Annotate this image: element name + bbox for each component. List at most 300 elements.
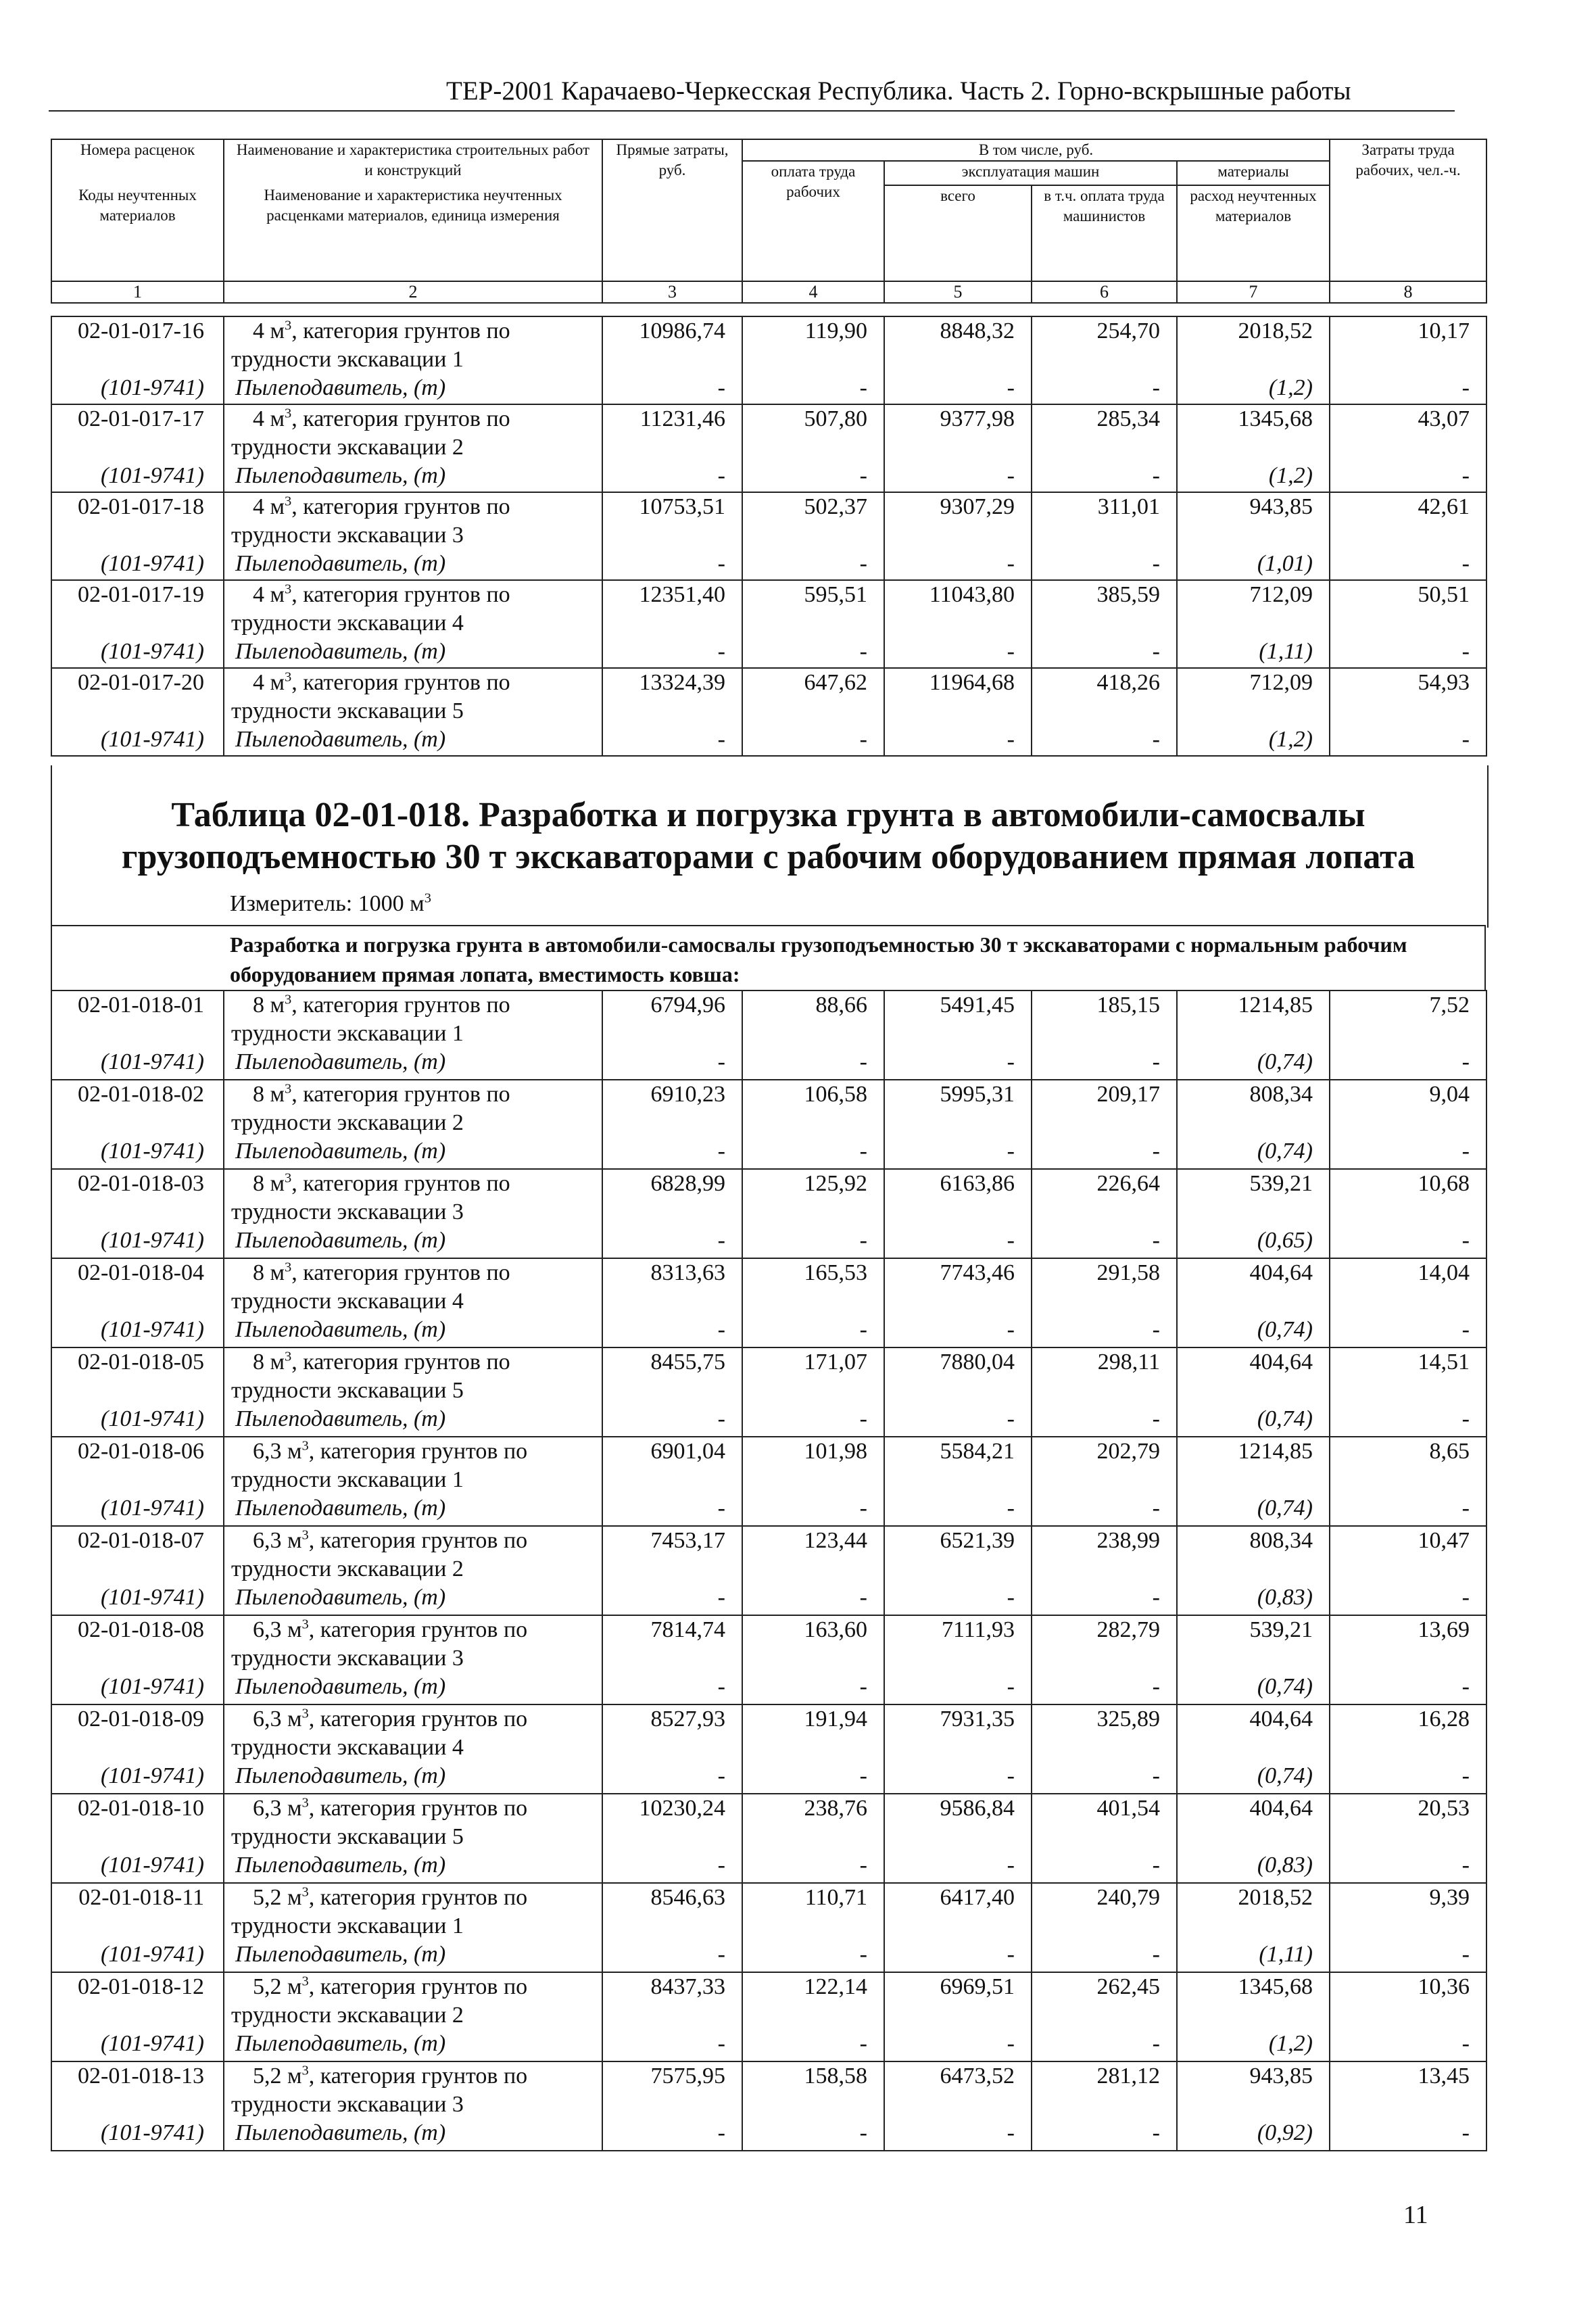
rate-code: 02-01-018-06 <box>78 1439 204 1464</box>
value: 647,62 <box>804 670 867 695</box>
value: 1214,85 <box>1238 1439 1313 1464</box>
value: 311,01 <box>1097 494 1160 519</box>
value-cell <box>884 1347 1032 1437</box>
material-code: (101-9741) <box>101 2031 204 2056</box>
column-number: 8 <box>1330 281 1486 303</box>
value: 6417,40 <box>940 1885 1015 1910</box>
value: 209,17 <box>1096 1082 1160 1107</box>
value: - <box>859 1496 867 1521</box>
value-cell <box>884 1704 1032 1794</box>
bucket-size: 6,3 м <box>253 1707 302 1732</box>
value: - <box>1152 727 1160 752</box>
value: 9307,29 <box>940 494 1015 519</box>
value: 8527,93 <box>650 1707 725 1732</box>
value: - <box>1007 1228 1015 1253</box>
value-cell <box>884 1615 1032 1704</box>
value: 101,98 <box>804 1439 867 1464</box>
value-cell <box>1330 316 1486 404</box>
value: 163,60 <box>804 1617 867 1642</box>
value: - <box>1152 551 1160 576</box>
value: 325,89 <box>1096 1707 1160 1732</box>
value: - <box>1461 375 1470 400</box>
value: - <box>1461 639 1470 664</box>
material-code: (101-9741) <box>101 1139 204 1164</box>
value: - <box>1007 1763 1015 1788</box>
material-code: (101-9741) <box>101 551 204 576</box>
material-code: (101-9741) <box>101 727 204 752</box>
value: - <box>859 463 867 488</box>
description-text: , категория грунтов по <box>291 494 510 519</box>
value: 285,34 <box>1096 406 1160 431</box>
value-cell <box>1330 1704 1486 1794</box>
value: - <box>717 375 725 400</box>
rate-code: 02-01-017-20 <box>78 670 204 695</box>
value: - <box>1007 1674 1015 1699</box>
description-text: , категория грунтов по <box>291 406 510 431</box>
value-cell <box>884 1080 1032 1169</box>
value: 165,53 <box>804 1260 867 1285</box>
value-cell <box>1330 1526 1486 1615</box>
material-code: (101-9741) <box>101 375 204 400</box>
value-cell <box>1032 1972 1177 2061</box>
value: 5491,45 <box>940 993 1015 1018</box>
value: 54,93 <box>1418 670 1470 695</box>
rate-description-cell: 6,3 $м^3$, категория грунтов по трудности экскавации 4 Пылеподавитель, (т) <box>224 1704 602 1794</box>
rate-description-cell: 6,3 $м^3$, категория грунтов по трудности экскавации 3 Пылеподавитель, (т) <box>224 1615 602 1704</box>
bucket-size: 8 м <box>253 1171 285 1196</box>
page-number: 11 <box>1403 2201 1428 2229</box>
value: - <box>1461 2120 1470 2145</box>
material-quantity: (0,74) <box>1257 1139 1313 1164</box>
value: 6163,86 <box>940 1171 1015 1196</box>
value-cell <box>602 1080 742 1169</box>
value: - <box>859 375 867 400</box>
rate-description-cell: 4 $м^3$, категория грунтов по трудности экскавации 1 Пылеподавитель, (т) <box>224 316 602 404</box>
material-quantity: (0,74) <box>1257 1763 1313 1788</box>
material-code: (101-9741) <box>101 1585 204 1610</box>
value: - <box>1007 639 1015 664</box>
value: - <box>1461 727 1470 752</box>
description-text: трудности экскавации 1 <box>231 347 464 372</box>
value: 13,69 <box>1418 1617 1470 1642</box>
rate-row <box>51 316 1486 404</box>
value-cell <box>1032 492 1177 580</box>
value: 9586,84 <box>940 1796 1015 1821</box>
value-cell <box>884 1883 1032 1972</box>
description-text: трудности экскавации 1 <box>231 1021 464 1046</box>
value: 6969,51 <box>940 1974 1015 1999</box>
value: - <box>717 727 725 752</box>
description-text: трудности экскавации 3 <box>231 1646 464 1671</box>
rate-code: 02-01-017-17 <box>78 406 204 431</box>
value-cell <box>1177 1972 1330 2061</box>
value: - <box>1461 1942 1470 1967</box>
value: 185,15 <box>1096 993 1160 1018</box>
rate-code-cell <box>51 1883 224 1972</box>
value-cell <box>1330 1972 1486 2061</box>
description-text: , категория грунтов по <box>308 1974 528 1999</box>
value: 808,34 <box>1249 1082 1313 1107</box>
value: 539,21 <box>1249 1617 1313 1642</box>
value: 20,53 <box>1418 1796 1470 1821</box>
material-quantity: (0,92) <box>1257 2120 1313 2145</box>
rate-code: 02-01-018-13 <box>78 2063 204 2089</box>
rate-code: 02-01-018-07 <box>78 1528 204 1553</box>
material-code: (101-9741) <box>101 639 204 664</box>
value: - <box>1007 2120 1015 2145</box>
rate-code: 02-01-017-16 <box>78 318 204 343</box>
rate-description-cell: 5,2 $м^3$, категория грунтов по трудности экскавации 3 Пылеподавитель, (т) <box>224 2061 602 2151</box>
value: 7,52 <box>1429 993 1470 1018</box>
description-text: , категория грунтов по <box>291 1260 510 1285</box>
material-code: (101-9741) <box>101 1406 204 1431</box>
value: - <box>859 1317 867 1342</box>
value-cell <box>742 1972 884 2061</box>
description-text: , категория грунтов по <box>308 2063 528 2089</box>
value: - <box>859 1406 867 1431</box>
value: 13324,39 <box>639 670 725 695</box>
material-name: Пылеподавитель, (т) <box>235 2120 446 2145</box>
rate-code: 02-01-018-11 <box>78 1885 204 1910</box>
value: 712,09 <box>1249 670 1313 695</box>
value: 418,26 <box>1096 670 1160 695</box>
value-cell <box>602 2061 742 2151</box>
rate-code-cell <box>51 492 224 580</box>
column-number: 4 <box>742 281 884 303</box>
value: 106,58 <box>804 1082 867 1107</box>
value: 507,80 <box>804 406 867 431</box>
value-cell <box>602 1437 742 1526</box>
material-name: Пылеподавитель, (т) <box>235 727 446 752</box>
value-cell <box>742 316 884 404</box>
value: 8848,32 <box>940 318 1015 343</box>
value-cell <box>602 1615 742 1704</box>
value-cell <box>742 404 884 492</box>
material-code: (101-9741) <box>101 1496 204 1521</box>
material-quantity: (0,74) <box>1257 1049 1313 1074</box>
value-cell <box>742 1169 884 1258</box>
value: - <box>1007 1585 1015 1610</box>
value-cell <box>884 492 1032 580</box>
value-cell <box>1177 1080 1330 1169</box>
value-cell <box>1177 492 1330 580</box>
column-number: 3 <box>602 281 742 303</box>
value: - <box>1152 375 1160 400</box>
value-cell <box>884 668 1032 756</box>
rate-code-cell <box>51 1615 224 1704</box>
description-text: трудности экскавации 5 <box>231 1824 464 1849</box>
description-text: , категория грунтов по <box>291 670 510 695</box>
value: - <box>1461 1139 1470 1164</box>
description-text: , категория грунтов по <box>308 1439 528 1464</box>
rates-table-017 <box>51 316 1487 757</box>
value: 808,34 <box>1249 1528 1313 1553</box>
value: - <box>1461 463 1470 488</box>
value-cell <box>1177 316 1330 404</box>
rate-description-cell: 8 $м^3$, категория грунтов по трудности экскавации 1 Пылеподавитель, (т) <box>224 991 602 1080</box>
bucket-size: 5,2 м <box>253 1885 302 1910</box>
value-cell <box>742 1437 884 1526</box>
value: 202,79 <box>1096 1439 1160 1464</box>
description-text: трудности экскавации 1 <box>231 1913 464 1938</box>
value-cell <box>884 1169 1032 1258</box>
material-name: Пылеподавитель, (т) <box>235 1317 446 1342</box>
value: 595,51 <box>804 582 867 607</box>
value: 7814,74 <box>650 1617 725 1642</box>
rate-code-cell <box>51 1258 224 1347</box>
column-numbers-row <box>51 281 1486 303</box>
value-cell <box>1032 1347 1177 1437</box>
value-cell <box>742 1615 884 1704</box>
value: 404,64 <box>1249 1796 1313 1821</box>
value: - <box>1007 1406 1015 1431</box>
value: 50,51 <box>1418 582 1470 607</box>
value-cell <box>742 580 884 668</box>
value: - <box>1152 1049 1160 1074</box>
bucket-size: 8 м <box>253 1082 285 1107</box>
material-code: (101-9741) <box>101 1317 204 1342</box>
value-cell <box>1177 1437 1330 1526</box>
description-text: трудности экскавации 2 <box>231 1110 464 1135</box>
rate-code-cell <box>51 1704 224 1794</box>
value-cell <box>1032 1704 1177 1794</box>
value: - <box>717 1853 725 1878</box>
material-quantity: (0,65) <box>1257 1228 1313 1253</box>
value: - <box>717 1317 725 1342</box>
rate-row <box>51 1704 1486 1794</box>
description-text: трудности экскавации 3 <box>231 1199 464 1224</box>
header-labor-costs: Затраты труда рабочих, чел.-ч. <box>1330 139 1486 281</box>
value: - <box>859 1942 867 1967</box>
bucket-size: 8 м <box>253 993 285 1018</box>
material-code: (101-9741) <box>101 1228 204 1253</box>
value-cell <box>1330 1794 1486 1883</box>
material-quantity: (0,83) <box>1257 1853 1313 1878</box>
value: - <box>717 1049 725 1074</box>
value: - <box>1152 1585 1160 1610</box>
value: 10230,24 <box>639 1796 725 1821</box>
rate-description-cell: 4 $м^3$, категория грунтов по трудности экскавации 5 Пылеподавитель, (т) <box>224 668 602 756</box>
value: - <box>1152 639 1160 664</box>
value-cell <box>884 2061 1032 2151</box>
bucket-size: 4 м <box>253 582 285 607</box>
value: 5584,21 <box>940 1439 1015 1464</box>
value: 191,94 <box>804 1707 867 1732</box>
value: - <box>717 463 725 488</box>
value-cell <box>884 580 1032 668</box>
bucket-size: 8 м <box>253 1260 285 1285</box>
rate-code-cell <box>51 2061 224 2151</box>
value-cell <box>1032 991 1177 1080</box>
value: 6473,52 <box>940 2063 1015 2089</box>
value: - <box>1152 1942 1160 1967</box>
value: - <box>1007 1853 1015 1878</box>
rate-row <box>51 492 1486 580</box>
rate-description-cell: 5,2 $м^3$, категория грунтов по трудности экскавации 1 Пылеподавитель, (т) <box>224 1883 602 1972</box>
column-number: 1 <box>51 281 224 303</box>
value-cell <box>1032 1169 1177 1258</box>
page-header: ТЕР-2001 Карачаево-Черкесская Республика. Часть 2. Горно-вскрышные работы <box>446 76 1351 105</box>
value-cell <box>1330 1258 1486 1347</box>
bucket-size: 5,2 м <box>253 2063 302 2089</box>
value-cell <box>1032 316 1177 404</box>
value: - <box>1152 1496 1160 1521</box>
rate-code-cell <box>51 668 224 756</box>
rate-code: 02-01-018-05 <box>78 1350 204 1375</box>
description-text: , категория грунтов по <box>308 1528 528 1553</box>
rate-row <box>51 1794 1486 1883</box>
value: 404,64 <box>1249 1707 1313 1732</box>
description-text: , категория грунтов по <box>308 1885 528 1910</box>
value: - <box>1461 1674 1470 1699</box>
header-material-names: Наименование и характеристика неучтенных расценками материалов, единица измерения <box>224 185 602 281</box>
section-text: Разработка и погрузка грунта в автомобили-самосвалы грузоподъемностью 30 т экскаваторами с нормальным рабочим оборудованием прямая лопата, вместимость ковша: <box>230 932 1407 986</box>
value: 262,45 <box>1096 1974 1160 1999</box>
value: 13,45 <box>1418 2063 1470 2089</box>
value: 7111,93 <box>942 1617 1015 1642</box>
value-cell <box>884 316 1032 404</box>
value: - <box>859 1674 867 1699</box>
value-cell <box>602 1526 742 1615</box>
value-cell <box>602 1704 742 1794</box>
value: - <box>1152 1317 1160 1342</box>
value-cell <box>1330 2061 1486 2151</box>
value: 282,79 <box>1096 1617 1160 1642</box>
description-text: трудности экскавации 3 <box>231 2092 464 2117</box>
rate-description-cell: 8 $м^3$, категория грунтов по трудности экскавации 3 Пылеподавитель, (т) <box>224 1169 602 1258</box>
material-quantity: (1,2) <box>1268 463 1313 488</box>
header-machines-total: всего <box>884 185 1032 281</box>
value: 6910,23 <box>650 1082 725 1107</box>
value: 10,68 <box>1418 1171 1470 1196</box>
material-code: (101-9741) <box>101 1942 204 1967</box>
value-cell <box>1177 1526 1330 1615</box>
material-name: Пылеподавитель, (т) <box>235 375 446 400</box>
value-cell <box>1330 404 1486 492</box>
bucket-size: 6,3 м <box>253 1439 302 1464</box>
value: 42,61 <box>1418 494 1470 519</box>
bucket-size: 4 м <box>253 406 285 431</box>
value: - <box>1152 1674 1160 1699</box>
rate-row <box>51 1615 1486 1704</box>
rate-code-cell <box>51 1437 224 1526</box>
value: - <box>1007 463 1015 488</box>
rate-description-cell: 6,3 $м^3$, категория грунтов по трудности экскавации 1 Пылеподавитель, (т) <box>224 1437 602 1526</box>
value-cell <box>1032 2061 1177 2151</box>
value-cell <box>1177 404 1330 492</box>
value-cell <box>742 1526 884 1615</box>
material-code: (101-9741) <box>101 463 204 488</box>
rate-code: 02-01-018-02 <box>78 1082 204 1107</box>
value: - <box>1152 1763 1160 1788</box>
value: - <box>717 2120 725 2145</box>
value-cell <box>742 1794 884 1883</box>
value-cell <box>602 1169 742 1258</box>
value-cell <box>602 1883 742 1972</box>
rate-row <box>51 580 1486 668</box>
rate-code: 02-01-018-08 <box>78 1617 204 1642</box>
value: 9,04 <box>1429 1082 1470 1107</box>
value: - <box>1152 1228 1160 1253</box>
value: - <box>1007 727 1015 752</box>
column-number: 2 <box>224 281 602 303</box>
value: - <box>859 551 867 576</box>
rates-table-018 <box>51 990 1487 2151</box>
value: 171,07 <box>804 1350 867 1375</box>
description-text: трудности экскавации 4 <box>231 611 464 636</box>
header-materials-group: материалы <box>1177 161 1330 185</box>
value-cell <box>602 991 742 1080</box>
value-cell <box>1032 1615 1177 1704</box>
value-cell <box>602 668 742 756</box>
value: 8455,75 <box>650 1350 725 1375</box>
rate-row <box>51 404 1486 492</box>
rate-row <box>51 1972 1486 2061</box>
value: - <box>859 1853 867 1878</box>
description-text: , категория грунтов по <box>308 1617 528 1642</box>
header-group-including: В том числе, руб. <box>742 139 1330 161</box>
value: - <box>1461 1228 1470 1253</box>
value: - <box>717 1942 725 1967</box>
value-cell <box>1330 492 1486 580</box>
value-cell <box>1177 991 1330 1080</box>
value-cell <box>742 991 884 1080</box>
rate-description-cell: 8 $м^3$, категория грунтов по трудности экскавации 5 Пылеподавитель, (т) <box>224 1347 602 1437</box>
value: - <box>859 1228 867 1253</box>
rate-code: 02-01-018-01 <box>78 993 204 1018</box>
description-text: , категория грунтов по <box>291 1171 510 1196</box>
value-cell <box>742 1080 884 1169</box>
value: 6828,99 <box>650 1171 725 1196</box>
value: 1214,85 <box>1238 993 1313 1018</box>
material-quantity: (0,74) <box>1257 1496 1313 1521</box>
material-quantity: (1,11) <box>1259 639 1313 664</box>
value: - <box>1461 1496 1470 1521</box>
rate-code-cell <box>51 1080 224 1169</box>
rate-row <box>51 1883 1486 1972</box>
description-text: трудности экскавации 1 <box>231 1467 464 1492</box>
rate-description-cell: 6,3 $м^3$, категория грунтов по трудности экскавации 2 Пылеподавитель, (т) <box>224 1526 602 1615</box>
value: 401,54 <box>1096 1796 1160 1821</box>
rate-row <box>51 1526 1486 1615</box>
rate-code: 02-01-018-04 <box>78 1260 204 1285</box>
value: 6521,39 <box>940 1528 1015 1553</box>
material-name: Пылеподавитель, (т) <box>235 1406 446 1431</box>
material-name: Пылеподавитель, (т) <box>235 463 446 488</box>
value-cell <box>1032 1437 1177 1526</box>
description-text: трудности экскавации 5 <box>231 1378 464 1403</box>
value-cell <box>1177 580 1330 668</box>
rate-code-cell <box>51 1169 224 1258</box>
value-cell <box>602 1347 742 1437</box>
value: - <box>717 1585 725 1610</box>
material-name: Пылеподавитель, (т) <box>235 1496 446 1521</box>
material-name: Пылеподавитель, (т) <box>235 1942 446 1967</box>
header-direct-costs: Прямые затраты, руб. <box>602 139 742 281</box>
value: - <box>717 1496 725 1521</box>
material-quantity: (1,2) <box>1268 2031 1313 2056</box>
value: 10,17 <box>1418 318 1470 343</box>
rate-code-cell <box>51 1347 224 1437</box>
value: - <box>717 551 725 576</box>
column-number: 7 <box>1177 281 1330 303</box>
value-cell <box>1330 1169 1486 1258</box>
value-cell <box>602 1258 742 1347</box>
value: - <box>859 2120 867 2145</box>
value: 712,09 <box>1249 582 1313 607</box>
bucket-size: 8 м <box>253 1350 285 1375</box>
value: 119,90 <box>804 318 867 343</box>
